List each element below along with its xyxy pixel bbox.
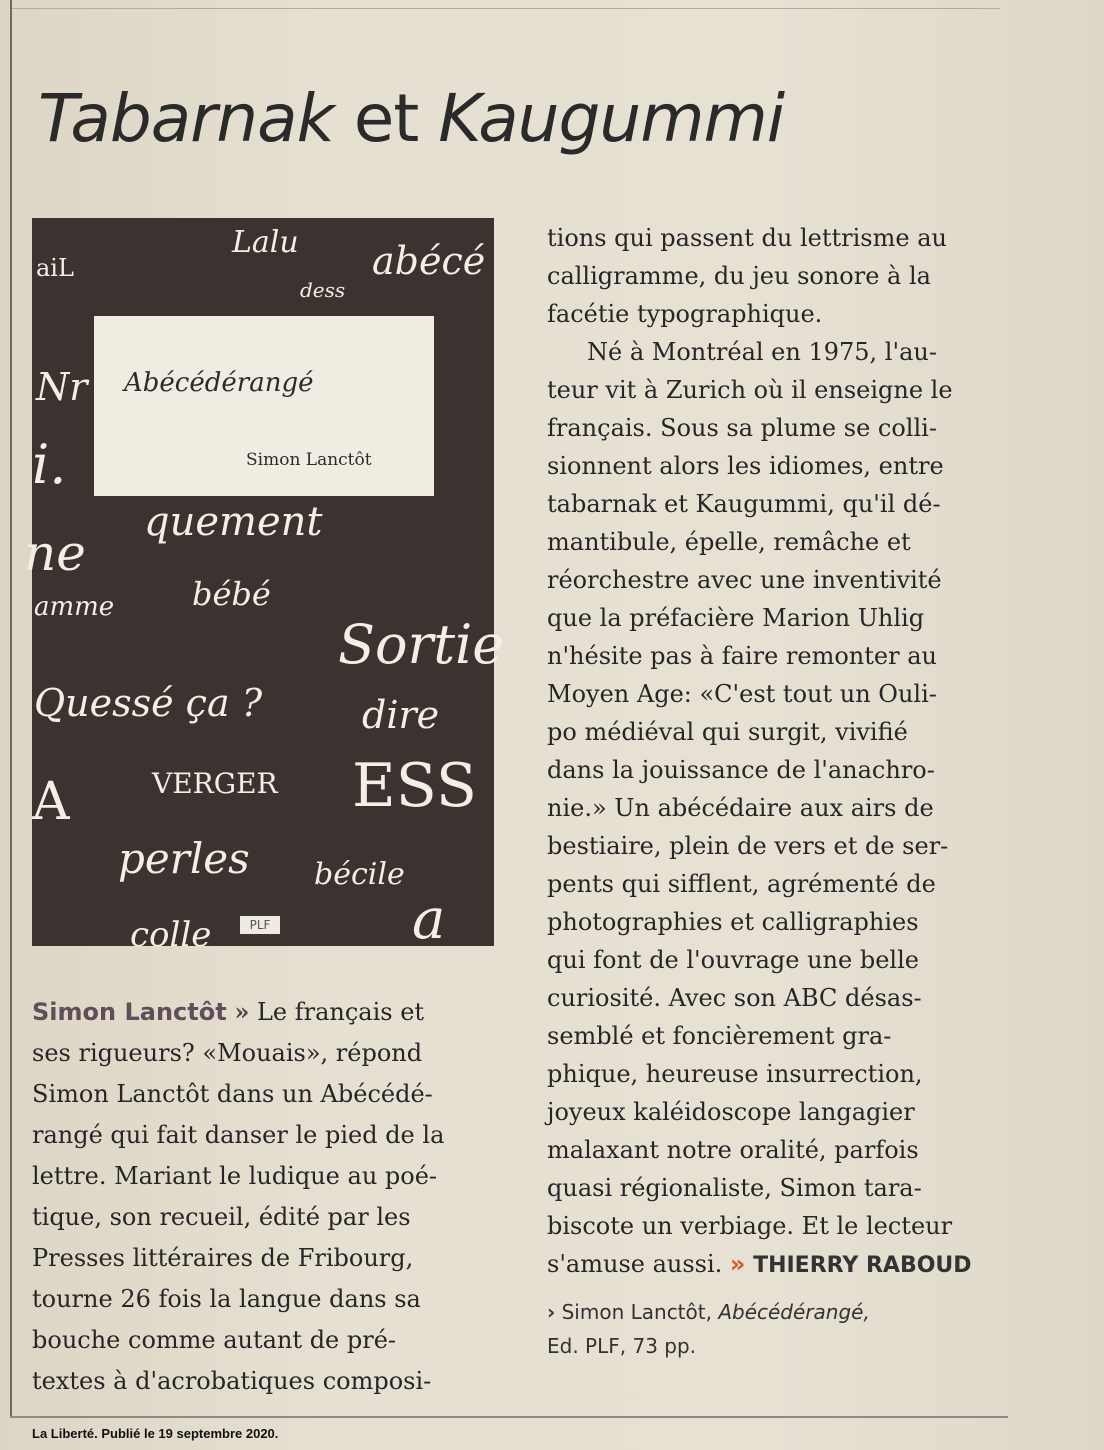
cover-scribble: abécé [372, 239, 486, 283]
right-column-line: dans la jouissance de l'anachro- [547, 756, 935, 784]
right-column-line: joyeux kaléidoscope langagier [547, 1098, 915, 1126]
left-column-line: bouche comme autant de pré- [32, 1326, 397, 1354]
right-column-line: facétie typographique. [547, 300, 823, 328]
cover-author: Simon Lanctôt [246, 450, 372, 470]
book-cover-image [24, 218, 505, 955]
left-column-line: Presses littéraires de Fribourg, [32, 1244, 414, 1272]
cover-scribble: dire [362, 693, 440, 737]
right-column-last-line: s'amuse aussi. » THIERRY RABOUD [547, 1250, 972, 1278]
right-column-line: biscote un verbiage. Et le lecteur [547, 1212, 953, 1240]
chevron-right-icon: › [547, 1300, 556, 1324]
reference-title: Abécédérangé, [718, 1300, 870, 1324]
right-column-line: Moyen Age: «C'est tout un Ouli- [547, 680, 937, 708]
cover-scribble: ESS [352, 751, 477, 821]
cover-scribble: quement [144, 499, 323, 545]
right-column-line: réorchestre avec une inventivité [547, 566, 942, 594]
right-column-line: tabarnak et Kaugummi, qu'il dé- [547, 490, 941, 518]
right-column-line: mantibule, épelle, remâche et [547, 528, 911, 556]
book-reference-details: Ed. PLF, 73 pp. [547, 1334, 697, 1358]
top-rule [10, 8, 1000, 9]
cover-scribble: colle [130, 915, 212, 955]
cover-scribble: ne [24, 524, 86, 582]
cover-scribble: A [32, 772, 70, 832]
right-column-line: po médiéval qui surgit, vivifié [547, 718, 908, 746]
cover-title-plate [94, 316, 434, 496]
left-column-line: Simon Lanctôt dans un Abécédé- [32, 1080, 433, 1108]
right-column-line: phique, heureuse insurrection, [547, 1060, 923, 1088]
right-column-line: teur vit à Zurich où il enseigne le [547, 376, 953, 404]
source-credit: La Liberté. Publié le 19 septembre 2020. [32, 1426, 279, 1441]
cover-scribble: amme [34, 592, 115, 622]
article-headline [38, 74, 1018, 164]
right-column-line: que la préfacière Marion Uhlig [547, 604, 925, 632]
cover-scribble: bébé [192, 575, 271, 613]
lead-marker: » [234, 997, 250, 1026]
cover-scribble: i. [32, 433, 67, 496]
bottom-rule [10, 1416, 1008, 1418]
cover-scribble: Sortie [338, 613, 505, 676]
cover-scribble: Quessé ça ? [34, 681, 263, 725]
right-column-line: tions qui passent du lettrisme au [547, 224, 947, 252]
cover-scribble: VERGER [152, 767, 278, 800]
book-reference [547, 1296, 870, 1328]
left-column-line: tique, son recueil, édité par les [32, 1203, 411, 1231]
headline-word-1: Tabarnak [38, 80, 334, 157]
right-column-line: français. Sous sa plume se colli- [547, 414, 937, 442]
byline-marker: » [729, 1250, 746, 1278]
reference-author: Simon Lanctôt, [561, 1300, 712, 1324]
cover-scribble: a [412, 887, 446, 952]
publisher-logo: PLF [240, 916, 280, 934]
right-column-line: photographies et calligraphies [547, 908, 919, 936]
left-column-line: rangé qui fait danser le pied de la [32, 1121, 445, 1149]
left-column-line: lettre. Mariant le ludique au poé- [32, 1162, 438, 1190]
right-column-line: qui font de l'ouvrage une belle [547, 946, 919, 974]
left-column-line: ses rigueurs? «Mouais», répond [32, 1039, 423, 1067]
headline-connector: et [333, 80, 439, 157]
left-column-line: Simon Lanctôt » Le français et [32, 997, 425, 1026]
cover-scribble: aiL [36, 254, 74, 282]
right-column-line: malaxant notre oralité, parfois [547, 1136, 919, 1164]
cover-scribble: Nr [36, 365, 88, 409]
cover-title: Abécédérangé [124, 368, 314, 398]
lead-author: Simon Lanctôt [32, 998, 227, 1026]
cover-scribble: perles [118, 834, 250, 883]
cover-scribble: bécile [314, 857, 405, 892]
right-column-line: calligramme, du jeu sonore à la [547, 262, 931, 290]
right-column-line: curiosité. Avec son ABC désas- [547, 984, 922, 1012]
right-column-line: pents qui sifflent, agrémenté de [547, 870, 936, 898]
margin-rule [10, 0, 12, 1418]
author-byline: THIERRY RABOUD [753, 1253, 972, 1278]
left-column-line: textes à d'acrobatiques composi- [32, 1367, 432, 1395]
right-column-line: semblé et foncièrement gra- [547, 1022, 892, 1050]
headline-word-2: Kaugummi [438, 80, 785, 157]
right-column-line: Né à Montréal en 1975, l'au- [587, 338, 937, 366]
left-column-line: tourne 26 fois la langue dans sa [32, 1285, 421, 1313]
cover-scribble: dess [300, 278, 346, 302]
right-column-line: n'hésite pas à faire remonter au [547, 642, 937, 670]
right-column-line: quasi régionaliste, Simon tara- [547, 1174, 922, 1202]
cover-scribble: Lalu [232, 225, 299, 260]
right-column-line: sionnent alors les idiomes, entre [547, 452, 944, 480]
right-column-line: bestiaire, plein de vers et de ser- [547, 832, 949, 860]
right-column-line: nie.» Un abécédaire aux airs de [547, 794, 934, 822]
